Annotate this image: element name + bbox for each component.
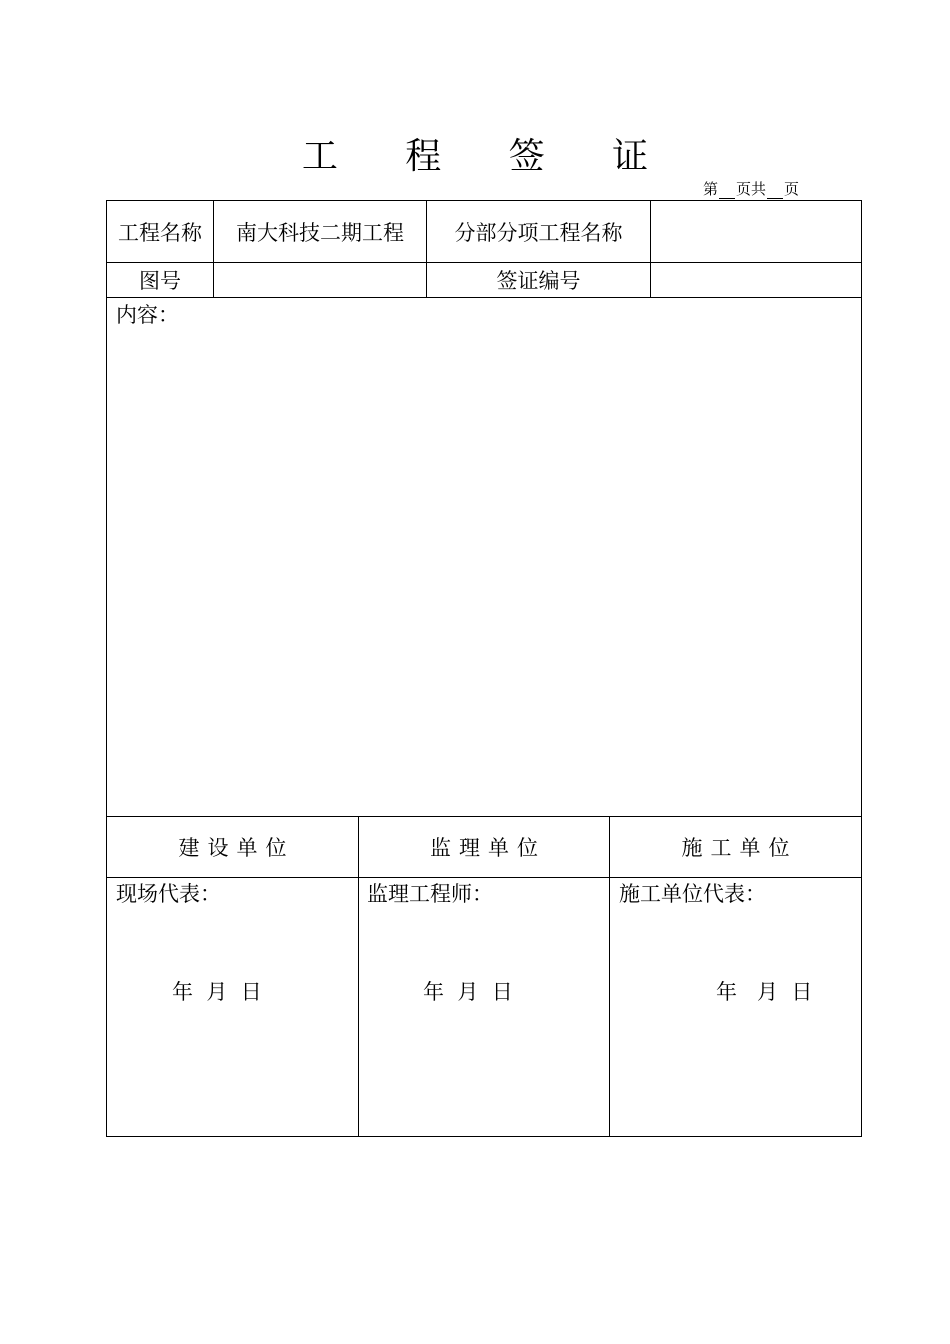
construction-rep-label: 现场代表： [116, 882, 221, 906]
page-indicator-middle: 页共 [736, 180, 767, 198]
sub-project-label: 分部分项工程名称 [454, 220, 623, 245]
table-border-right [861, 200, 862, 1137]
page-total-blank[interactable] [767, 184, 783, 199]
visa-no-label: 签证编号 [496, 269, 581, 293]
table-border-bottom [106, 1136, 862, 1137]
visa-form-table [106, 200, 862, 1137]
drawing-no-label: 图号 [139, 269, 181, 293]
drawing-no-value[interactable] [214, 263, 426, 297]
content-label: 内容： [116, 303, 179, 327]
supervision-unit-header: 监理单位 [430, 836, 546, 860]
contractor-unit-header: 施工单位 [681, 836, 798, 860]
table-border-left [106, 200, 107, 1137]
construction-unit-header: 建设单位 [178, 836, 295, 860]
page-indicator [703, 178, 799, 199]
page-indicator-prefix: 第 [703, 180, 719, 198]
page-indicator-suffix: 页 [784, 180, 800, 198]
project-name-value[interactable]: 南大科技二期工程 [236, 220, 404, 245]
content-area[interactable] [116, 330, 851, 810]
sub-project-value[interactable] [651, 201, 861, 262]
page-title: 工 程 签 证 [301, 136, 677, 177]
row-divider-2 [106, 297, 862, 298]
project-name-label: 工程名称 [118, 220, 202, 245]
supervision-date[interactable]: 年 月 日 [423, 980, 513, 1004]
contractor-rep-label: 施工单位代表： [619, 882, 766, 906]
page-number-blank[interactable] [719, 184, 735, 199]
construction-date[interactable]: 年 月 日 [172, 980, 262, 1004]
visa-no-value[interactable] [651, 263, 861, 297]
contractor-date[interactable]: 年 月 日 [716, 980, 813, 1004]
supervision-engineer-label: 监理工程师： [367, 882, 493, 906]
